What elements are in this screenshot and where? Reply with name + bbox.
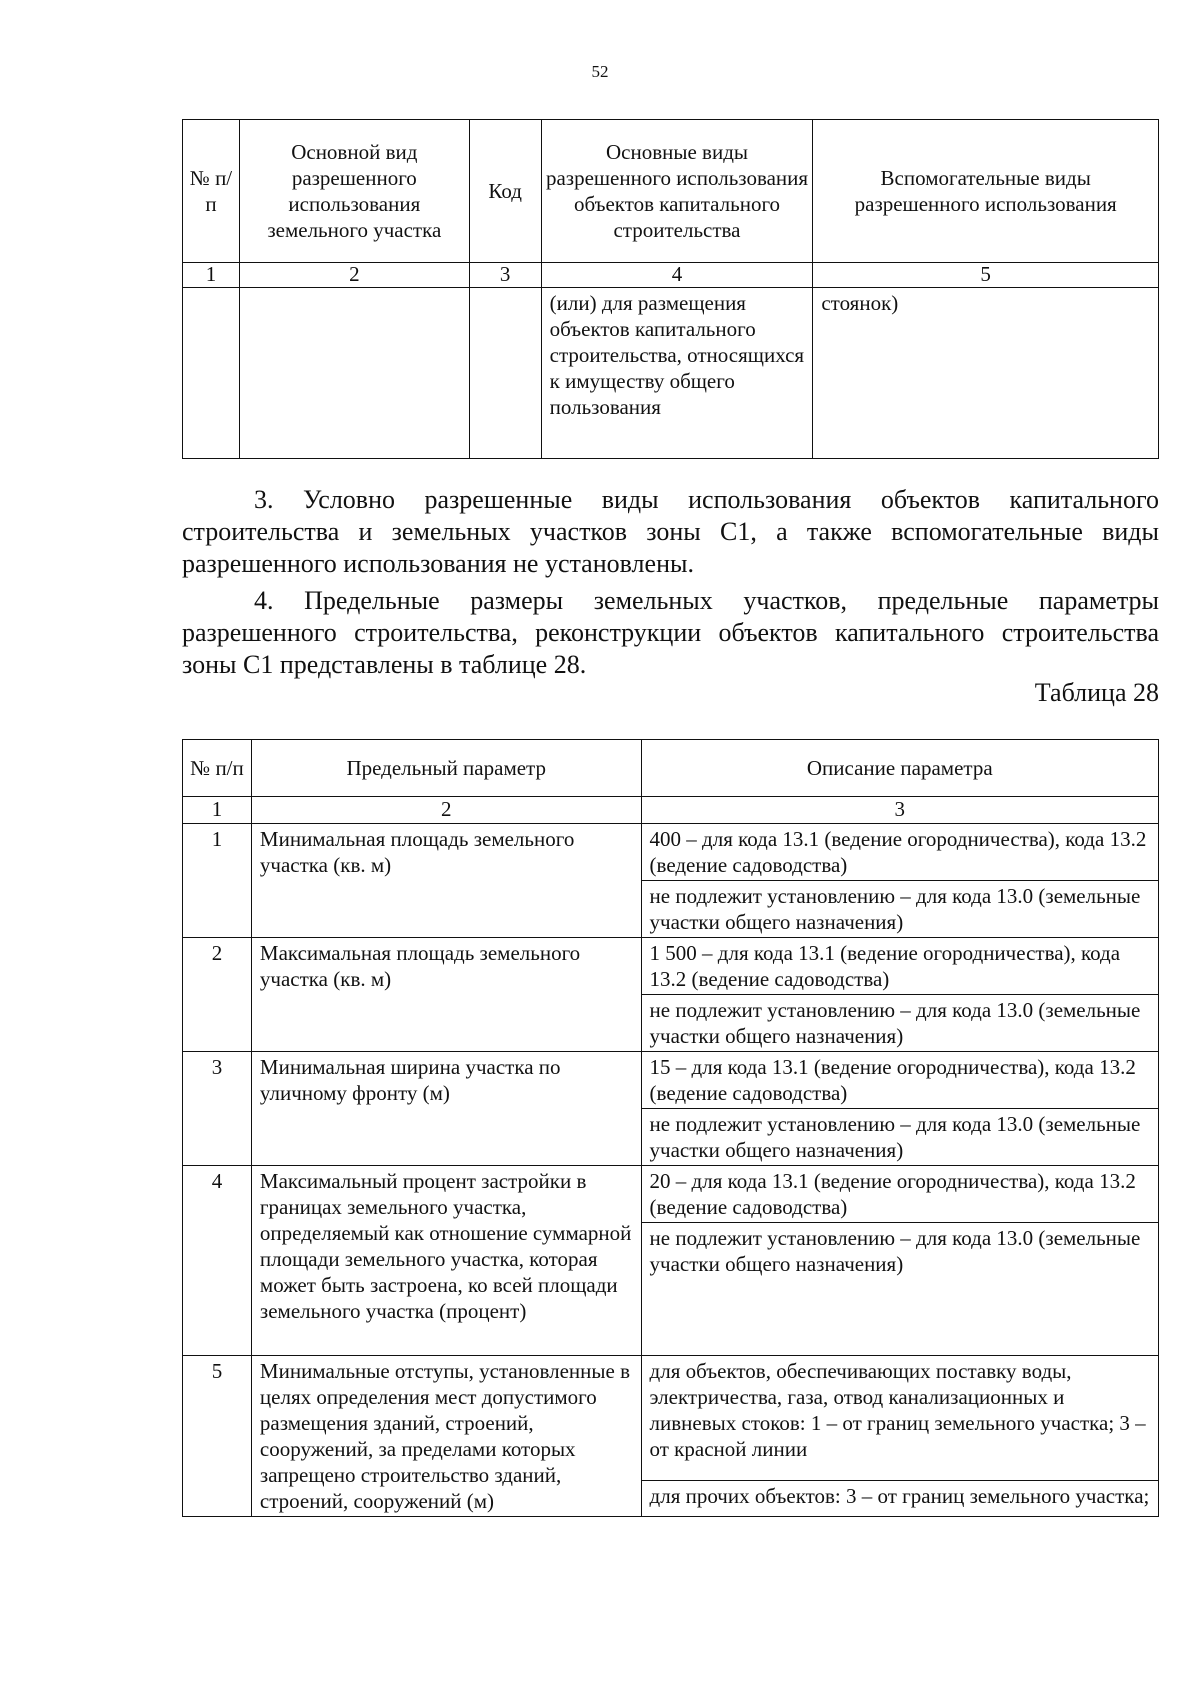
paragraph-4: 4. Предельные размеры земельных участков, предельные параметры разрешенного строительства, реконструкции объектов капитального строительства зоны С1 представлены в таблице 28. <box>182 586 1159 679</box>
description-cell: не подлежит установлению – для кода 13.0 (земельные участки общего назначения) <box>641 1223 1158 1356</box>
index-cell: 1 <box>183 797 252 824</box>
table-row <box>183 288 1159 459</box>
header-cell: № п/п <box>183 740 252 797</box>
code-cell <box>469 288 541 459</box>
index-cell: 2 <box>251 797 641 824</box>
capital-objects-use-cell: (или) для размещения объектов капитального строительства, относящихся к имуществу общего пользования <box>541 288 813 459</box>
header-cell: Предельный параметр <box>251 740 641 797</box>
description-cell: 400 – для кода 13.1 (ведение огородничества), кода 13.2 (ведение садоводства) <box>641 824 1158 881</box>
row-number-cell: 3 <box>183 1052 252 1166</box>
index-cell: 1 <box>183 263 240 288</box>
description-cell: 20 – для кода 13.1 (ведение огородничества), кода 13.2 (ведение садоводства) <box>641 1166 1158 1223</box>
paragraph-3: 3. Условно разрешенные виды использования объектов капитального строительства и земельных участков зоны С1, а также вспомогательные виды разрешенного использования не установлены. <box>182 485 1159 578</box>
index-cell: 3 <box>469 263 541 288</box>
row-number-cell: 1 <box>183 824 252 938</box>
index-cell: 2 <box>239 263 469 288</box>
description-cell: для прочих объектов: 3 – от границ земельного участка; <box>641 1481 1158 1517</box>
main-use-cell <box>239 288 469 459</box>
table-header-row <box>183 120 1159 263</box>
row-number-cell <box>183 288 240 459</box>
table-row <box>183 1356 1159 1481</box>
header-cell: № п/п <box>183 120 240 263</box>
description-cell: не подлежит установлению – для кода 13.0 (земельные участки общего назначения) <box>641 1109 1158 1166</box>
row-number-cell: 2 <box>183 938 252 1052</box>
permitted-use-table <box>182 119 1159 459</box>
index-cell: 5 <box>813 263 1159 288</box>
auxiliary-use-cell: стоянок) <box>813 288 1159 459</box>
parameter-cell: Минимальная ширина участка по уличному фронту (м) <box>251 1052 641 1166</box>
column-index-row <box>183 797 1159 824</box>
parameter-cell: Максимальная площадь земельного участка (кв. м) <box>251 938 641 1052</box>
description-cell: не подлежит установлению – для кода 13.0 (земельные участки общего назначения) <box>641 881 1158 938</box>
parameter-cell: Минимальная площадь земельного участка (кв. м) <box>251 824 641 938</box>
header-cell: Основные виды разрешенного использования объектов капитального строительства <box>541 120 813 263</box>
table-row <box>183 1052 1159 1109</box>
table-header-row <box>183 740 1159 797</box>
page-number: 52 <box>591 62 609 81</box>
index-cell: 4 <box>541 263 813 288</box>
header-cell: Описание параметра <box>641 740 1158 797</box>
parameter-cell: Минимальные отступы, установленные в целях определения мест допустимого размещения зданий, строений, сооружений, за пределами которых запрещено строительство зданий, строений, сооружений (м) <box>251 1356 641 1517</box>
index-cell: 3 <box>641 797 1158 824</box>
header-cell: Код <box>469 120 541 263</box>
header-cell: Основной вид разрешенного использования земельного участка <box>239 120 469 263</box>
description-cell: 1 500 – для кода 13.1 (ведение огородничества), кода 13.2 (ведение садоводства) <box>641 938 1158 995</box>
header-cell: Вспомогательные виды разрешенного использования <box>813 120 1159 263</box>
description-cell: 15 – для кода 13.1 (ведение огородничества), кода 13.2 (ведение садоводства) <box>641 1052 1158 1109</box>
table-row <box>183 824 1159 881</box>
column-index-row <box>183 263 1159 288</box>
description-cell: не подлежит установлению – для кода 13.0 (земельные участки общего назначения) <box>641 995 1158 1052</box>
row-number-cell: 4 <box>183 1166 252 1356</box>
table-row <box>183 938 1159 995</box>
row-number-cell: 5 <box>183 1356 252 1517</box>
table-row <box>183 1166 1159 1223</box>
limit-parameters-table <box>182 739 1159 1517</box>
table-caption: Таблица 28 <box>1034 678 1159 707</box>
description-cell: для объектов, обеспечивающих поставку воды, электричества, газа, отвод канализационных и ливневых стоков: 1 – от границ земельного участка; 3 – от красной линии <box>641 1356 1158 1481</box>
parameter-cell: Максимальный процент застройки в границах земельного участка, определяемый как отношение суммарной площади земельного участка, которая может быть застроена, ко всей площади земельного участка (процент) <box>251 1166 641 1356</box>
